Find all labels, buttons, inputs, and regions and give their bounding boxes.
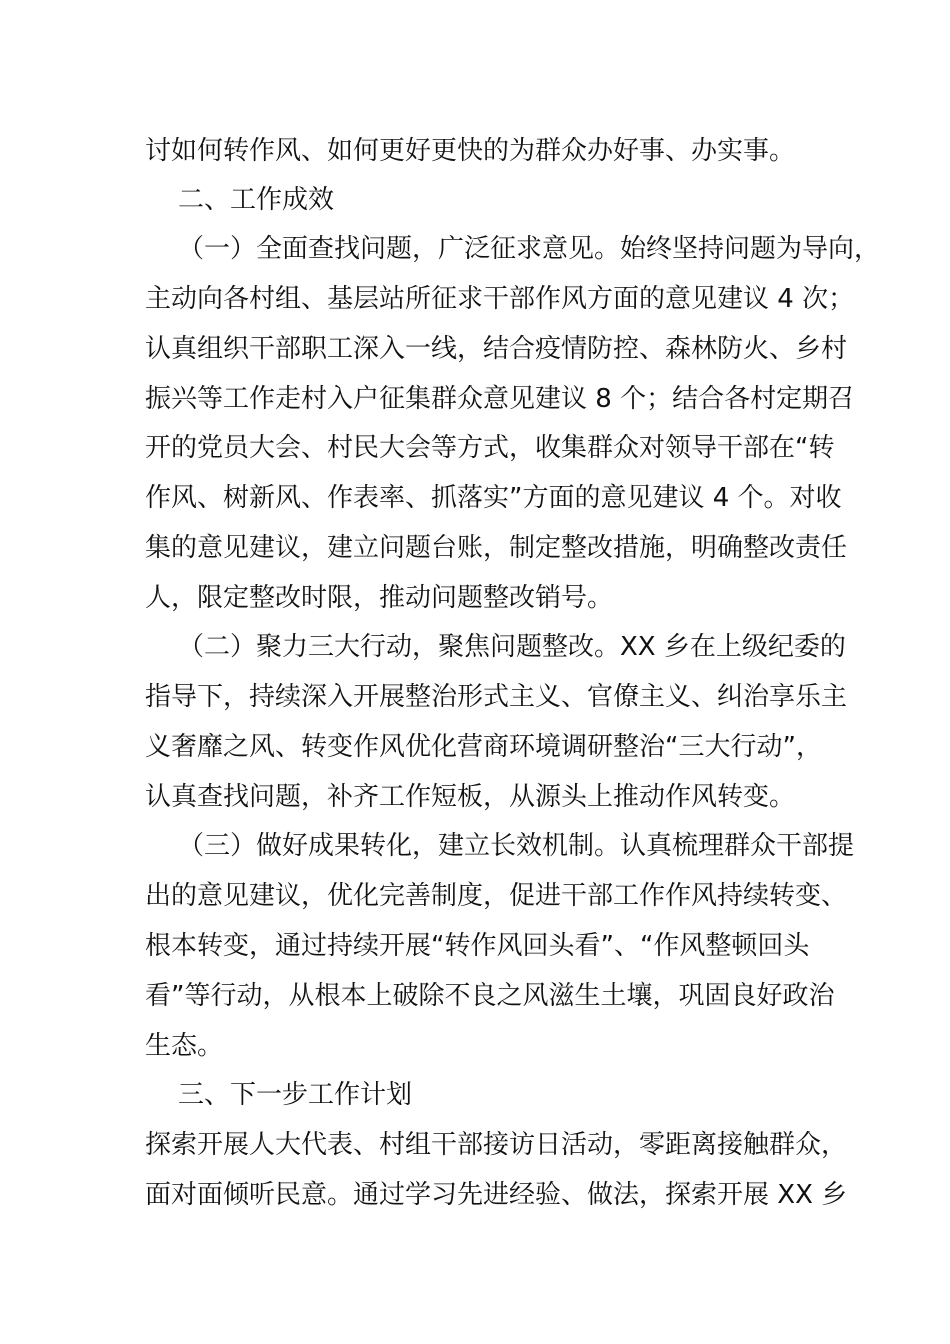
text-line: 讨如何转作风、如何更好更快的为群众办好事、办实事。 [145,136,796,166]
paragraph-line: 认真组织干部职工深入一线，结合疫情防控、森林防火、乡村 [145,334,848,364]
paragraph-line: 探索开展人大代表、村组干部接访日活动，零距离接触群众， [145,1130,848,1160]
paragraph-line: 义奢靡之风、转变作风优化营商环境调研整治“三大行动”， [145,732,822,762]
paragraph-line: 根本转变，通过持续开展“转作风回头看”、“作风整顿回头 [145,931,810,961]
paragraph-line: （三）做好成果转化，建立长效机制。认真梳理群众干部提 [178,831,855,861]
paragraph-line: 主动向各村组、基层站所征求干部作风方面的意见建议 4 次； [145,284,855,314]
paragraph-line: 生态。 [145,1031,224,1061]
paragraph-line: 集的意见建议，建立问题台账，制定整改措施，明确整改责任 [145,533,848,563]
paragraph-line: 面对面倾听民意。通过学习先进经验、做法，探索开展 XX 乡 [145,1180,848,1210]
paragraph-line: 看”等行动，从根本上破除不良之风滋生土壤，巩固良好政治 [145,981,835,1011]
section-heading: 三、下一步工作计划 [178,1080,413,1110]
paragraph-line: 振兴等工作走村入户征集群众意见建议 8 个；结合各村定期召 [145,384,855,414]
paragraph-line: 作风、树新风、作表率、抓落实”方面的意见建议 4 个。对收 [145,483,842,513]
paragraph-line: （一）全面查找问题，广泛征求意见。始终坚持问题为导向， [178,234,881,264]
paragraph-line: （二）聚力三大行动，聚焦问题整改。XX 乡在上级纪委的 [178,632,846,662]
paragraph-line: 出的意见建议，优化完善制度，促进干部工作作风持续转变、 [145,881,848,911]
paragraph-line: 指导下，持续深入开展整治形式主义、官僚主义、纠治享乐主 [145,682,848,712]
paragraph-line: 开的党员大会、村民大会等方式，收集群众对领导干部在“转 [145,433,835,463]
paragraph-line: 认真查找问题，补齐工作短板，从源头上推动作风转变。 [145,782,796,812]
section-heading: 二、工作成效 [178,185,335,215]
paragraph-line: 人，限定整改时限，推动问题整改销号。 [145,583,614,613]
